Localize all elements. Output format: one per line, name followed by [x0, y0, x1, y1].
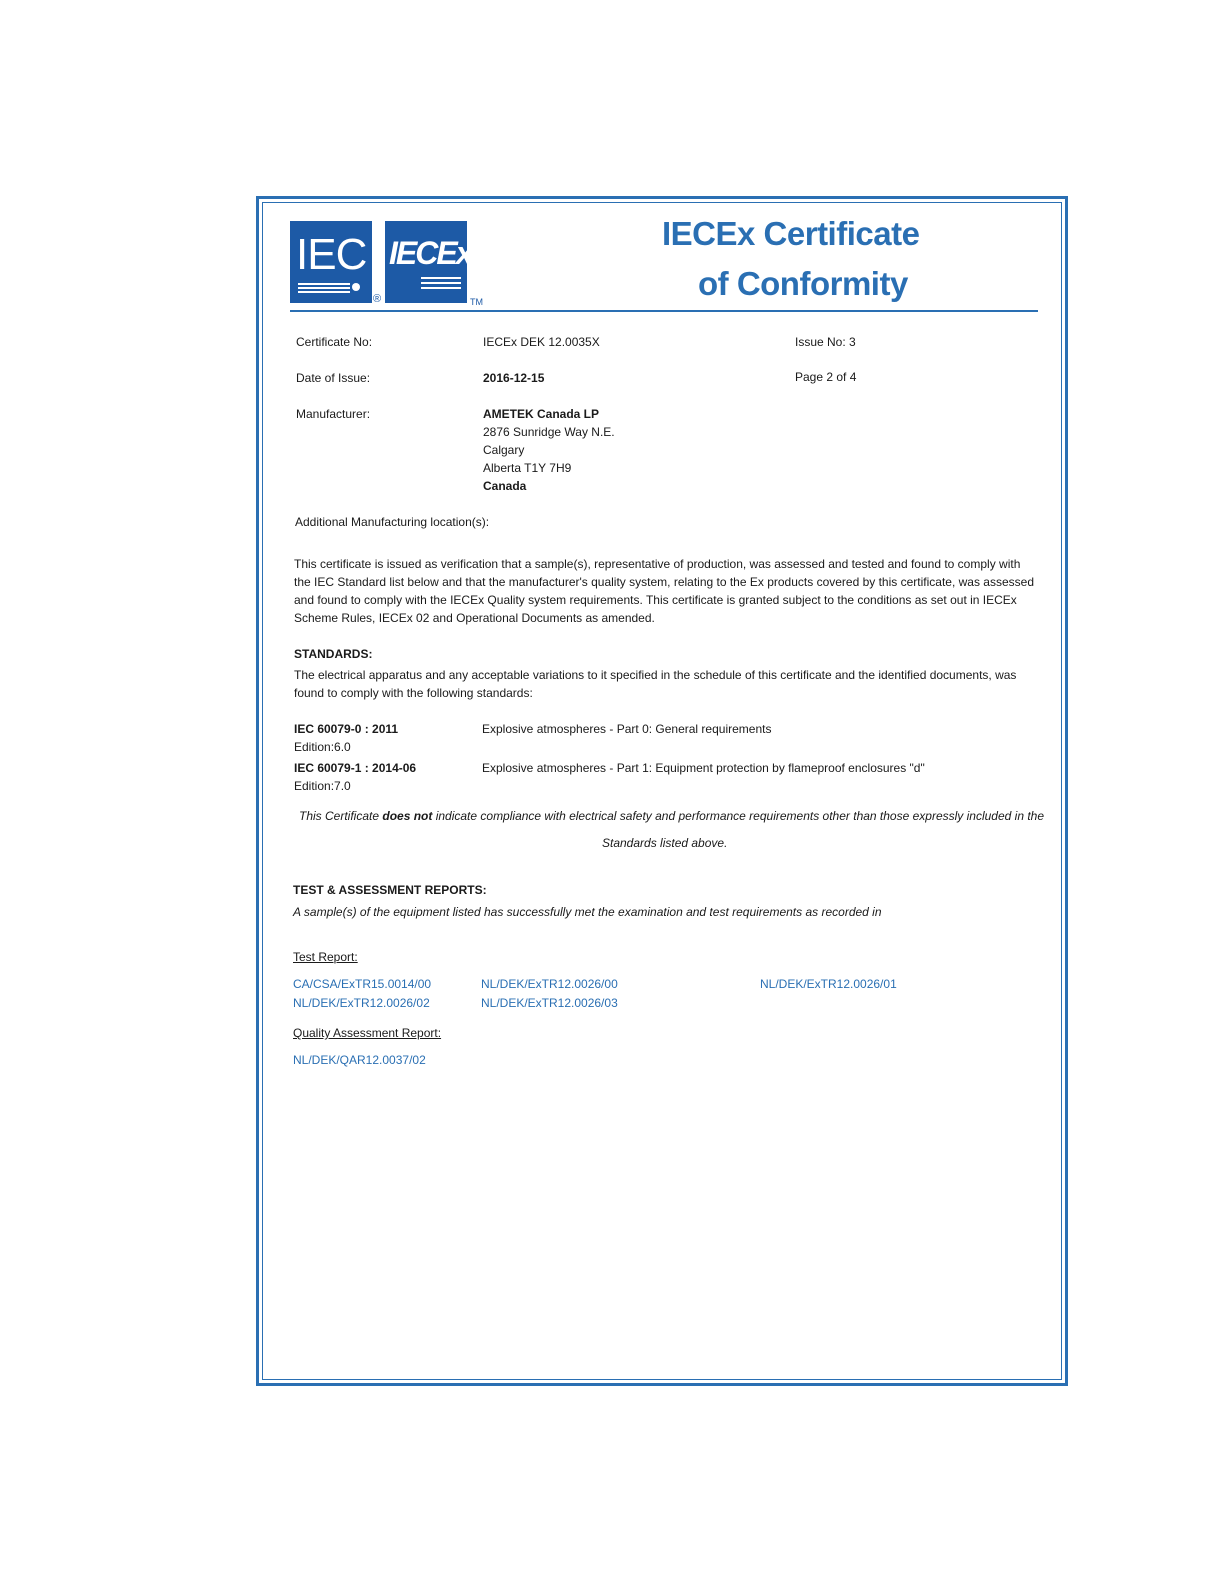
quality-assessment-label: Quality Assessment Report:	[293, 1026, 442, 1040]
test-report-label: Test Report:	[293, 950, 358, 964]
reports-heading: TEST & ASSESSMENT REPORTS:	[293, 883, 487, 897]
test-report-4: NL/DEK/ExTR12.0026/02	[293, 996, 430, 1010]
issue-no: Issue No: 3	[795, 335, 856, 349]
standard-1-description: Explosive atmospheres - Part 0: General requirements	[482, 722, 772, 736]
title-line-2: of Conformity	[698, 265, 908, 302]
standard-2-description: Explosive atmospheres - Part 1: Equipment protection by flameproof enclosures "d"	[482, 761, 925, 775]
reports-intro: A sample(s) of the equipment listed has successfully met the examination and test requirements as recorded in	[293, 905, 882, 919]
manufacturer-name: AMETEK Canada LP	[483, 407, 600, 421]
iecex-logo-text: IECEx	[389, 235, 472, 271]
iec-logo	[290, 221, 372, 303]
disclaimer-line-2: Standards listed above.	[602, 836, 728, 850]
disclaimer-line-1	[299, 808, 1044, 824]
iecex-logo-lines	[421, 277, 461, 293]
page-number: Page 2 of 4	[795, 370, 857, 384]
disclaimer-pre: This Certificate	[299, 809, 383, 823]
manufacturer-street: 2876 Sunridge Way N.E.	[483, 425, 615, 439]
test-report-1: CA/CSA/ExTR15.0014/00	[293, 977, 432, 991]
manufacturer-city: Calgary	[483, 443, 525, 457]
certificate-no-label: Certificate No:	[296, 335, 373, 349]
registered-mark: ®	[373, 293, 382, 305]
iec-logo-lines	[298, 283, 350, 293]
standards-intro: The electrical apparatus and any acceptable variations to it specified in the schedule of this certificate and the identified documents, was found to comply with the following standards:	[294, 668, 1017, 700]
inner-border	[262, 202, 1062, 1380]
test-report-2: NL/DEK/ExTR12.0026/00	[481, 977, 618, 991]
disclaimer-emphasis: does not	[382, 809, 433, 823]
certificate-no-value: IECEx DEK 12.0035X	[483, 335, 600, 349]
date-of-issue-label: Date of Issue:	[296, 371, 371, 385]
standard-2-code: IEC 60079-1 : 2014-06	[294, 761, 417, 775]
test-report-5: NL/DEK/ExTR12.0026/03	[481, 996, 618, 1010]
title-divider	[290, 310, 1038, 312]
manufacturer-country: Canada	[483, 479, 527, 493]
date-of-issue-value: 2016-12-15	[483, 371, 545, 385]
standard-2-edition: Edition:7.0	[294, 779, 351, 793]
iecex-logo	[385, 221, 472, 303]
verification-paragraph: This certificate is issued as verification that a sample(s), representative of production, was assessed and tested and found to comply with the IEC Standard list below and that the manufacturer's quality system, relating to the Ex products covered by this certificate, was assessed and found to comply with the IECEx Quality system requirements. This certificate is granted subject to the conditions as set out in IECEx Scheme Rules, IECEx 02 and Operational Documents as amended.	[294, 557, 1034, 625]
manufacturer-province: Alberta T1Y 7H9	[483, 461, 572, 475]
quality-assessment-report: NL/DEK/QAR12.0037/02	[293, 1053, 426, 1067]
additional-locations-label: Additional Manufacturing location(s):	[295, 515, 490, 529]
standard-1-code: IEC 60079-0 : 2011	[294, 722, 399, 736]
disclaimer-post: indicate compliance with electrical safety and performance requirements other than those expressly included in the	[432, 809, 1045, 823]
title-line-1: IECEx Certificate	[662, 215, 920, 252]
standards-heading: STANDARDS:	[294, 647, 373, 661]
trademark-mark: TM	[470, 297, 483, 307]
standard-1-edition: Edition:6.0	[294, 740, 351, 754]
manufacturer-label: Manufacturer:	[296, 407, 371, 421]
iec-logo-text: IEC	[296, 230, 367, 279]
test-report-3: NL/DEK/ExTR12.0026/01	[760, 977, 897, 991]
iec-logo-dot	[352, 283, 360, 291]
